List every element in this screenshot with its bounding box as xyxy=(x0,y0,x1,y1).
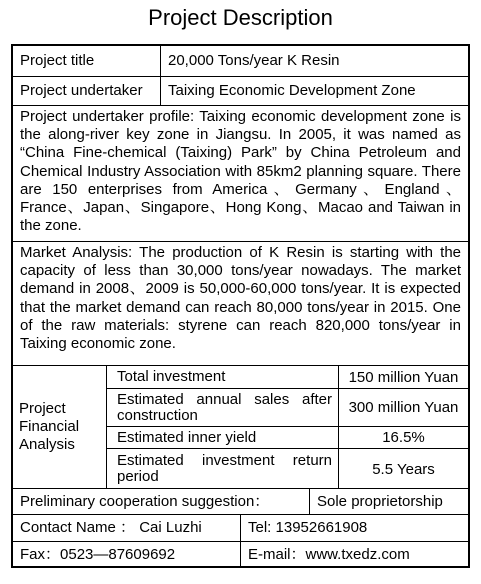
financial-label-line-1: Project xyxy=(19,400,66,417)
inner-yield-value: 16.5% xyxy=(382,429,425,446)
total-investment-value: 150 million Yuan xyxy=(348,368,459,386)
project-title-label: Project title xyxy=(13,46,161,76)
market-analysis: Market Analysis: The production of K Resin is starting with the capacity of less than 30,000 tons/year nowadays. The market demand in 2008、2009 is 50,000-60,000 tons/year. It is expected that the market demand can reach 80,000 tons/year in 2015. One of the raw materials: styrene can reach 820,000 tons/year in Taixing economic zone. xyxy=(13,242,468,366)
project-title-value: 20,000 Tons/year K Resin xyxy=(168,52,340,69)
cooperation-value: Sole proprietorship xyxy=(317,492,443,510)
project-undertaker-value: Taixing Economic Development Zone xyxy=(168,82,416,99)
project-table xyxy=(11,44,470,568)
financial-analysis-label xyxy=(13,366,107,488)
cooperation-row xyxy=(13,489,468,515)
return-period-value: 5.5 Years xyxy=(372,460,435,478)
contact-name: Contact Name ： Cai Luzhi xyxy=(13,515,241,541)
cooperation-label: Preliminary cooperation suggestion： xyxy=(13,489,310,514)
contact-fax: Fax：0523—87609692 xyxy=(13,542,241,568)
return-period-label: Estimated investment return period xyxy=(107,449,339,489)
contact-email: E-mail：www.txedz.com xyxy=(248,546,410,563)
annual-sales-value: 300 million Yuan xyxy=(348,399,459,416)
project-undertaker-label: Project undertaker xyxy=(13,77,161,105)
annual-sales-row xyxy=(107,389,468,427)
contact-tel: Tel: 13952661908 xyxy=(248,519,368,536)
financial-label-line-3: Analysis xyxy=(19,436,75,453)
project-title-row xyxy=(13,46,468,77)
contact-row xyxy=(13,515,468,542)
financial-analysis xyxy=(13,366,468,489)
inner-yield-row xyxy=(107,427,468,449)
fax-email-row xyxy=(13,542,468,568)
return-period-row xyxy=(107,449,468,489)
inner-yield-label: Estimated inner yield xyxy=(107,427,339,448)
total-investment-row xyxy=(107,366,468,389)
total-investment-label: Total investment xyxy=(107,366,339,388)
page-title: Project Description xyxy=(148,5,333,30)
annual-sales-label: Estimated annual sales after construction xyxy=(107,389,339,426)
financial-label-line-2: Financial xyxy=(19,418,80,435)
project-undertaker-row xyxy=(13,77,468,106)
undertaker-profile: Project undertaker profile: Taixing economic development zone is the along-river key zone in Jiangsu. In 2005, it was named as “China Fine-chemical (Taixing) Park” by China Petroleum and Chemical Industry Association with 85km2 planning square. There are 150 enterprises from America、Germany、England、France、Japan、Singapore、Hong Kong、Macao and Taiwan in the zone. xyxy=(13,106,468,242)
